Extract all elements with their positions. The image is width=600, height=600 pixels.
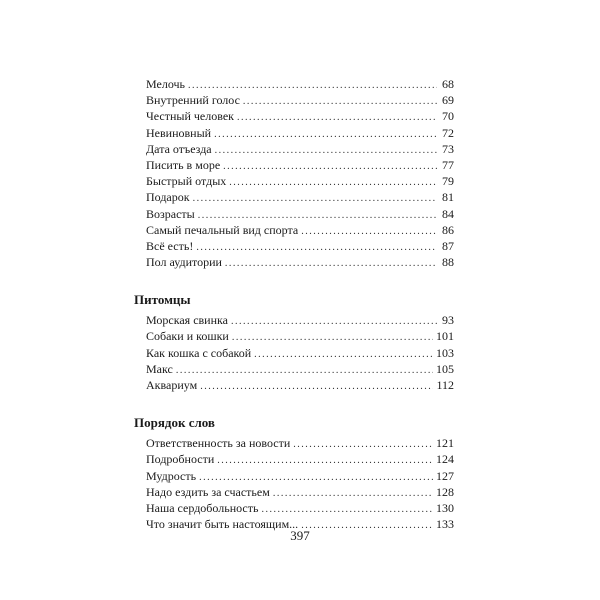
toc-entry-title: Макс	[146, 361, 173, 376]
section-heading: Порядок слов	[134, 415, 215, 431]
toc-entry-title: Мудрость	[146, 468, 197, 483]
toc-entry-page: 86	[442, 222, 454, 237]
toc-entry	[134, 451, 454, 467]
toc-entry-page: 72	[442, 125, 454, 140]
toc-section	[134, 415, 454, 532]
toc-entry	[134, 500, 454, 516]
toc-entry-title: Самый печальный вид спорта	[146, 222, 299, 237]
toc-entry	[134, 345, 454, 361]
toc-entry-page: 93	[442, 313, 454, 328]
toc-entry	[134, 125, 454, 141]
page-number: 397	[290, 528, 310, 543]
toc-entry	[134, 468, 454, 484]
toc-section	[134, 292, 454, 393]
toc-entry-page: 128	[436, 484, 454, 499]
toc-entry-title: Как кошка с собакой	[146, 345, 252, 360]
toc-entry	[134, 222, 454, 238]
section-spacer	[134, 270, 454, 292]
toc-entry-page: 79	[442, 174, 454, 189]
toc-entry-title: Дата отъезда	[146, 141, 212, 156]
section-spacer	[134, 393, 454, 415]
toc-entry-title: Возрасты	[146, 206, 195, 221]
toc-entry-page: 68	[442, 77, 454, 91]
toc-entry-title: Подарок	[146, 190, 190, 205]
toc-entry-page: 121	[436, 436, 454, 451]
toc-entry-page: 88	[442, 255, 454, 270]
toc-entry-title: Собаки и кошки	[146, 329, 229, 344]
toc-entry-page: 130	[436, 500, 454, 515]
toc-entry-page: 73	[442, 141, 454, 156]
toc-entry-page: 87	[442, 238, 454, 253]
toc-entry-title: Невиновный	[146, 125, 212, 140]
toc-entry	[134, 76, 454, 92]
toc-entry-title: Надо ездить за счастьем	[146, 484, 270, 499]
toc-entry-page: 127	[436, 468, 454, 483]
toc-entry-title: Всё есть!	[146, 238, 194, 253]
toc-entry	[134, 189, 454, 205]
toc-entry-title: Наша сердобольность	[146, 500, 259, 515]
toc-entry	[134, 328, 454, 344]
toc-entry-title: Аквариум	[146, 378, 198, 392]
toc-group	[134, 76, 454, 270]
toc-entry-page: 103	[436, 345, 454, 360]
toc-entry	[134, 484, 454, 500]
toc-entry	[134, 312, 454, 328]
toc-entry	[134, 141, 454, 157]
toc-entry-title: Морская свинка	[146, 313, 229, 328]
toc-entry-title: Быстрый отдых	[146, 174, 227, 189]
toc-entry-page: 81	[442, 190, 454, 205]
toc-entry-page: 112	[436, 378, 454, 392]
toc-entry	[134, 361, 454, 377]
section-heading: Питомцы	[134, 292, 191, 308]
toc-entry	[134, 108, 454, 124]
toc-entry-title: Ответственность за новости	[146, 436, 291, 451]
toc-entry	[134, 206, 454, 222]
toc-entry-title: Что значит быть настоящим...	[146, 517, 299, 532]
toc-entry-title: Внутренний голос	[146, 93, 240, 108]
dot-leader	[225, 256, 437, 272]
toc-entry	[134, 238, 454, 254]
toc-entry-title: Мелочь	[146, 77, 186, 91]
toc-entry-page: 84	[442, 206, 454, 221]
toc-entry	[134, 173, 454, 189]
toc-entry	[134, 254, 454, 270]
toc-entry	[134, 157, 454, 173]
toc-entry	[134, 435, 454, 451]
toc-entry	[134, 377, 454, 393]
toc-entry-title: Честный человек	[146, 109, 235, 124]
toc-entry-page: 105	[436, 361, 454, 376]
toc-entry-title: Писить в море	[146, 157, 221, 172]
toc-entry-page: 70	[442, 109, 454, 124]
toc-entry-page: 133	[436, 517, 454, 532]
toc-entry-title: Пол аудитории	[146, 255, 222, 270]
toc-entry-page: 69	[442, 93, 454, 108]
toc-entry	[134, 92, 454, 108]
toc-entry-page: 101	[436, 329, 454, 344]
toc-entry-page: 124	[436, 452, 454, 467]
toc-entry-page: 77	[442, 157, 454, 172]
table-of-contents	[134, 76, 454, 532]
dot-leader	[200, 379, 433, 395]
toc-entry-title: Подробности	[146, 452, 215, 467]
